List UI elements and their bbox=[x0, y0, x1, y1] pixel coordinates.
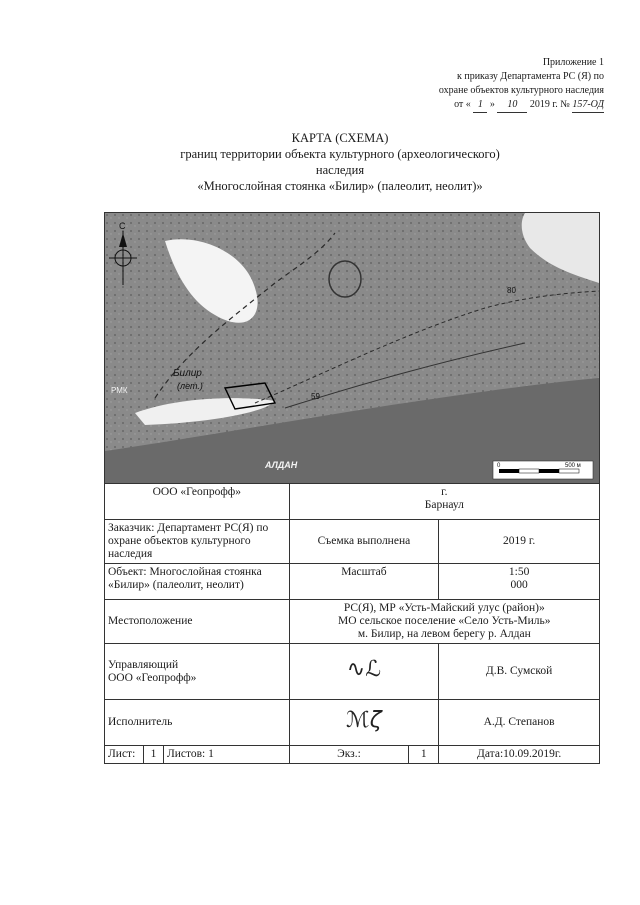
location-line-1: РС(Я), МР «Усть-Майский улус (район)» bbox=[343, 602, 545, 614]
object-text: Объект: Многослойная стоянка «Билир» (палеолит, неолит) bbox=[108, 566, 262, 591]
survey-year: 2019 г. bbox=[503, 535, 536, 547]
north-label: С bbox=[119, 221, 126, 231]
sheet-value: 1 bbox=[150, 748, 157, 760]
title-line3: наследия bbox=[315, 163, 365, 177]
survey-label-cell bbox=[289, 520, 439, 564]
city-cell bbox=[289, 484, 599, 520]
map-label-let: (лет.) bbox=[177, 381, 203, 391]
sheets-label: Листов: bbox=[166, 748, 206, 760]
map-label-aldan: АЛДАН bbox=[265, 460, 298, 470]
executor-name: А.Д. Степанов bbox=[483, 716, 555, 728]
customer-text: Заказчик: Департамент РС(Я) по охране объектов культурного наследия bbox=[108, 522, 269, 560]
map-scheme bbox=[104, 212, 600, 484]
location-label-cell bbox=[105, 600, 290, 644]
date-prefix: от « bbox=[454, 99, 471, 110]
map-label-59: 59 bbox=[311, 392, 320, 401]
manager-line-2: ООО «Геопрофф» bbox=[108, 671, 197, 684]
manager-name-cell bbox=[439, 644, 600, 700]
executor-signature-icon: ℳζ bbox=[346, 708, 382, 733]
manager-cell bbox=[105, 644, 290, 700]
scale-value-1: 1:50 bbox=[508, 566, 530, 578]
executor-label: Исполнитель bbox=[108, 716, 173, 728]
executor-name-cell bbox=[439, 700, 600, 746]
date-day: 1 bbox=[473, 98, 487, 113]
location-value-cell bbox=[289, 600, 599, 644]
order-number: 157-ОД bbox=[572, 98, 604, 113]
survey-year-cell bbox=[439, 520, 600, 564]
company-name: ООО «Геопрофф» bbox=[152, 486, 241, 498]
scale-label: Масштаб bbox=[341, 566, 387, 578]
sheet-value-cell bbox=[143, 746, 163, 764]
manager-signature-cell bbox=[289, 644, 439, 700]
title-line2: границ территории объекта культурного (археологического) bbox=[180, 147, 500, 161]
location-line-2: МО сельское поселение «Село Усть-Миль» bbox=[338, 615, 551, 627]
appendix-header bbox=[364, 56, 604, 113]
map-label-rmk: РМК bbox=[111, 386, 128, 395]
scale-label-500: 500 м bbox=[565, 463, 581, 469]
scale-value-2: 000 bbox=[510, 579, 528, 591]
company-cell bbox=[105, 484, 290, 520]
date-year: 2019 г. № bbox=[529, 99, 570, 110]
copy-value: 1 bbox=[420, 748, 427, 760]
map-image bbox=[105, 213, 599, 483]
city-name: Барнаул bbox=[424, 499, 464, 511]
customer-cell bbox=[105, 520, 290, 564]
map-label-80: 80 bbox=[507, 286, 516, 295]
executor-signature-cell bbox=[289, 700, 439, 746]
map-label-bilir: Билир bbox=[173, 368, 202, 379]
executor-cell bbox=[105, 700, 290, 746]
date-mid: » bbox=[489, 99, 495, 110]
document-title bbox=[100, 130, 580, 194]
survey-label: Съемка выполнена bbox=[317, 535, 411, 547]
appendix-line3: охране объектов культурного наследия bbox=[438, 85, 604, 96]
scale-label-cell bbox=[289, 564, 439, 600]
date-cell bbox=[439, 746, 600, 764]
copy-label: Экз.: bbox=[337, 748, 361, 760]
sheets-value: 1 bbox=[208, 748, 214, 760]
appendix-line2: к приказу Департамента РС (Я) по bbox=[456, 71, 604, 82]
manager-signature-icon: ∿ℒ bbox=[346, 657, 382, 682]
manager-name: Д.В. Сумской bbox=[485, 665, 553, 677]
copy-value-cell bbox=[409, 746, 439, 764]
location-label: Местоположение bbox=[108, 615, 193, 627]
scale-label-0: 0 bbox=[497, 463, 501, 469]
doc-date: Дата:10.09.2019г. bbox=[477, 748, 562, 760]
appendix-date-line bbox=[364, 98, 604, 113]
appendix-line1: Приложение 1 bbox=[542, 57, 604, 68]
title-line4: «Многослойная стоянка «Билир» (палеолит, неолит)» bbox=[197, 179, 483, 193]
copy-label-cell bbox=[289, 746, 409, 764]
manager-line-1: Управляющий bbox=[108, 658, 179, 671]
sheet-label-cell bbox=[105, 746, 144, 764]
object-cell bbox=[105, 564, 290, 600]
date-month: 10 bbox=[497, 98, 527, 113]
location-line-3: м. Билир, на левом берегу р. Алдан bbox=[357, 628, 531, 640]
sheets-cell bbox=[163, 746, 289, 764]
scale-value-cell bbox=[439, 564, 600, 600]
city-prefix: г. bbox=[441, 486, 448, 498]
title-line1: КАРТА (СХЕМА) bbox=[291, 131, 389, 145]
sheet-label: Лист: bbox=[108, 748, 136, 760]
title-block-table bbox=[104, 483, 600, 764]
